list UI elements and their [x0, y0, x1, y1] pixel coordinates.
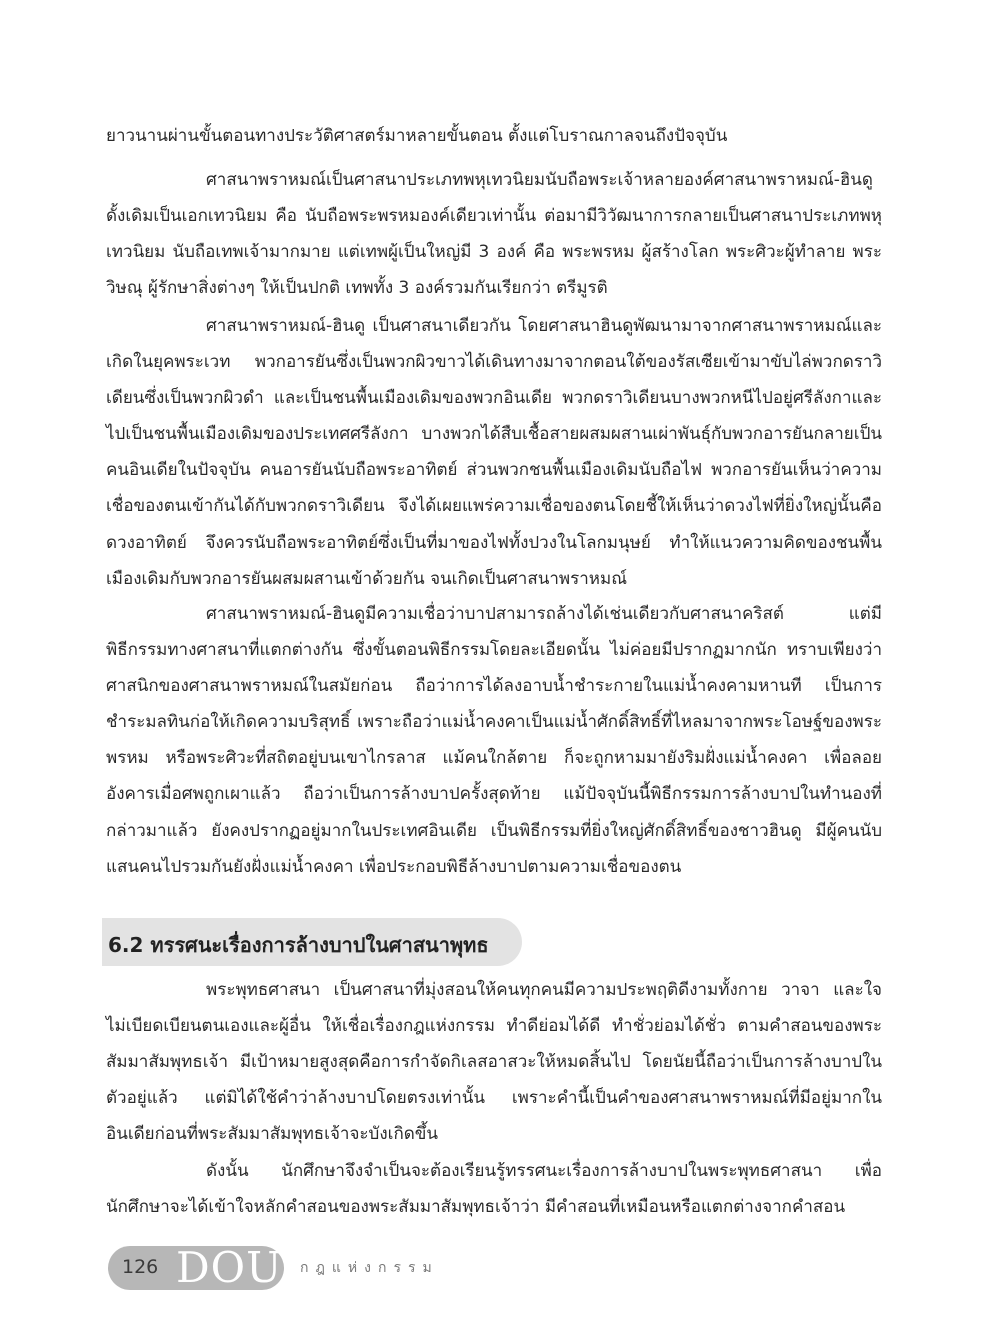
- section-heading: 6.2 ทรรศนะเรื่องการล้างบาปในศาสนาพุทธ: [108, 933, 489, 957]
- paragraph-1: ยาวนานผ่านขั้นตอนทางประวัติศาสตร์มาหลายขั้นตอน ตั้งแต่โบราณกาลจนถึงปัจจุบัน: [106, 126, 728, 146]
- paragraph-6: ดังนั้น นักศึกษาจึงจำเป็นจะต้องเรียนรู้ทรรศนะเรื่องการล้างบาปในพระพุทธศาสนา เพื่อนักศึกษาจะได้เข้าใจหลักคำสอนของพระสัมมาสัมพุทธเจ้าว่า มีคำสอนที่เหมือนหรือแตกต่างจากคำสอน: [106, 1161, 882, 1218]
- page-number-pill: [108, 1243, 284, 1292]
- paragraph-5: พระพุทธศาสนา เป็นศาสนาที่มุ่งสอนให้คนทุกคนมีความประพฤติดีงามทั้งกาย วาจา และใจ ไม่เบียดเบียนตนเองและผู้อื่น ให้เชื่อเรื่องกฎแห่งกรรม ทำดีย่อมได้ดี ทำชั่วย่อมได้ชั่ว ตามคำสอนของพระสัมมาสัมพุทธเจ้า มีเป้าหมายสูงสุดคือการกำจัดกิเลสอาสวะให้หมดสิ้นไป โดยนัยนี้ถือว่าเป็นการล้างบาปในตัวอยู่แล้ว แต่มิได้ใช้คำว่าล้างบาปโดยตรงเท่านั้น เพราะคำนี้เป็นคำของศาสนาพราหมณ์ที่มีอยู่มากในอินเดียก่อนที่พระสัมมาสัมพุทธเจ้าจะบังเกิดขึ้น: [106, 980, 882, 1145]
- paragraph-3: ศาสนาพราหมณ์-ฮินดู เป็นศาสนาเดียวกัน โดยศาสนาฮินดูพัฒนามาจากศาสนาพราหมณ์และเกิดในยุคพระเวท พวกอารยันซึ่งเป็นพวกผิวขาวได้เดินทางมาจากตอนใต้ของรัสเซียเข้ามาขับไล่พวกดราวิเดียนซึ่งเป็นพวกผิวดำ และเป็นชนพื้นเมืองเดิมของพวกอินเดีย พวกดราวิเดียนบางพวกหนีไปอยู่ศรีลังกาและไปเป็นชนพื้นเมืองเดิมของประเทศศรีลังกา บางพวกได้สืบเชื้อสายผสมผสานเผ่าพันธุ์กับพวกอารยันกลายเป็นคนอินเดียในปัจจุบัน คนอารยันนับถือพระอาทิตย์ ส่วนพวกชนพื้นเมืองเดิมนับถือไฟ พวกอารยันเห็นว่าความเชื่อของตนเข้ากันได้กับพวกดราวิเดียน จึงได้เผยแพร่ความเชื่อของตนโดยชี้ให้เห็นว่าดวงไฟที่ยิ่งใหญ่นั้นคือดวงอาทิตย์ จึงควรนับถือพระอาทิตย์ซึ่งเป็นที่มาของไฟทั้งปวงในโลกมนุษย์ ทำให้แนวความคิดของชนพื้นเมืองเดิมกับพวกอารยันผสมผสานเข้าด้วยกัน จนเกิดเป็นศาสนาพราหมณ์: [106, 316, 882, 589]
- paragraph-2: ศาสนาพราหมณ์เป็นศาสนาประเภทพหุเทวนิยมนับถือพระเจ้าหลายองค์ศาสนาพราหมณ์-ฮินดูดั้งเดิมเป็นเอกเทวนิยม คือ นับถือพระพรหมองค์เดียวเท่านั้น ต่อมามีวิวัฒนาการกลายเป็นศาสนาประเภทพหุเทวนิยม นับถือเทพเจ้ามากมาย แต่เทพผู้เป็นใหญ่มี 3 องค์ คือ พระพรหม ผู้สร้างโลก พระศิวะผู้ทำลาย พระวิษณุ ผู้รักษาสิ่งต่างๆ ให้เป็นปกติ เทพทั้ง 3 องค์รวมกันเรียกว่า ตรีมูรติ: [106, 170, 882, 299]
- page-number: 126: [122, 1256, 159, 1278]
- paragraph-4: ศาสนาพราหมณ์-ฮินดูมีความเชื่อว่าบาปสามารถล้างได้เช่นเดียวกับศาสนาคริสต์ แต่มีพิธีกรรมทางศาสนาที่แตกต่างกัน ซึ่งขั้นตอนพิธีกรรมโดยละเอียดนั้น ไม่ค่อยมีปรากฏมากนัก ทราบเพียงว่า ศาสนิกของศาสนาพราหมณ์ในสมัยก่อน ถือว่าการได้ลงอาบน้ำชำระกายในแม่น้ำคงคามหานที เป็นการชำระมลทินก่อให้เกิดความบริสุทธิ์ เพราะถือว่าแม่น้ำคงคาเป็นแม่น้ำศักดิ์สิทธิ์ที่ไหลมาจากพระโอษฐ์ของพระพรหม หรือพระศิวะที่สถิตอยู่บนเขาไกรลาส แม้คนใกล้ตาย ก็จะถูกหามมายังริมฝั่งแม่น้ำคงคา เพื่อลอยอังคารเมื่อศพถูกเผาแล้ว ถือว่าเป็นการล้างบาปครั้งสุดท้าย แม้ปัจจุบันนี้พิธีกรรมการล้างบาปในทำนองที่กล่าวมาแล้ว ยังคงปรากฏอยู่มากในประเทศอินเดีย เป็นพิธีกรรมที่ยิ่งใหญ่ศักดิ์สิทธิ์ของชาวฮินดู มีผู้คนนับแสนคนไปรวมกันยังฝั่งแม่น้ำคงคา เพื่อประกอบพิธีล้างบาปตามความเชื่อของตน: [106, 604, 882, 877]
- section-heading-box: [102, 918, 522, 966]
- running-title: กฎแห่งกรรม: [300, 1260, 439, 1276]
- dou-logo: DOU: [176, 1243, 283, 1292]
